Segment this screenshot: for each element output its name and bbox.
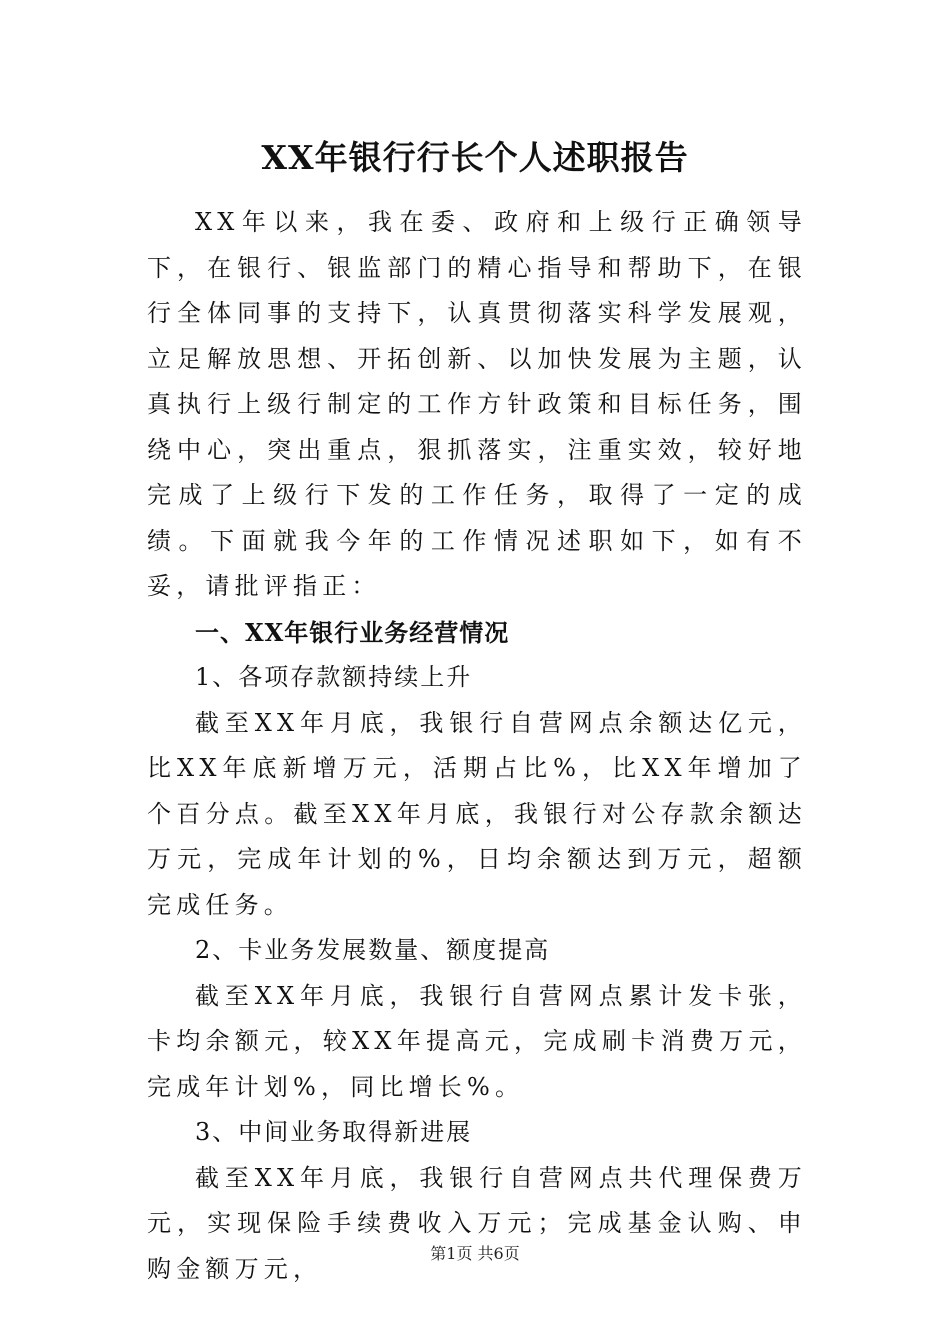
- document-body: [147, 200, 807, 1292]
- section-heading-1: 一、XX年银行业务经营情况: [195, 617, 510, 647]
- intermediary-paragraph: 截至XX年月底，我银行自营网点共代理保费万元，实现保险手续费收入万元；完成基金认购、申购金额万元，: [147, 1163, 807, 1283]
- deposit-paragraph: 截至XX年月底，我银行自营网点余额达亿元，比XX年底新增万元，活期占比%，比XX年增加了个百分点。截至XX年月底，我银行对公存款余额达万元，完成年计划的%，日均余额达到万元，超额完成任务。: [147, 708, 807, 919]
- intro-paragraph: XX年以来，我在委、政府和上级行正确领导下，在银行、银监部门的精心指导和帮助下，在银行全体同事的支持下，认真贯彻落实科学发展观，立足解放思想、开拓创新、以加快发展为主题，认真执行上级行制定的工作方针政策和目标任务，围绕中心，突出重点，狠抓落实，注重实效，较好地完成了上级行下发的工作任务，取得了一定的成绩。下面就我今年的工作情况述职如下，如有不妥，请批评指正：: [147, 208, 807, 600]
- subsection-heading-3: 3、中间业务取得新进展: [195, 1118, 473, 1146]
- card-paragraph: 截至XX年月底，我银行自营网点累计发卡张，卡均余额元，较XX年提高元，完成刷卡消费万元，完成年计划%，同比增长%。: [147, 981, 807, 1101]
- subsection-heading-1: 1、各项存款额持续上升: [195, 663, 473, 691]
- document-title: XX年银行行长个人述职报告: [261, 138, 689, 177]
- subsection-heading-2: 2、卡业务发展数量、额度提高: [195, 936, 551, 964]
- page-footer: 第1页 共6页: [430, 1244, 520, 1263]
